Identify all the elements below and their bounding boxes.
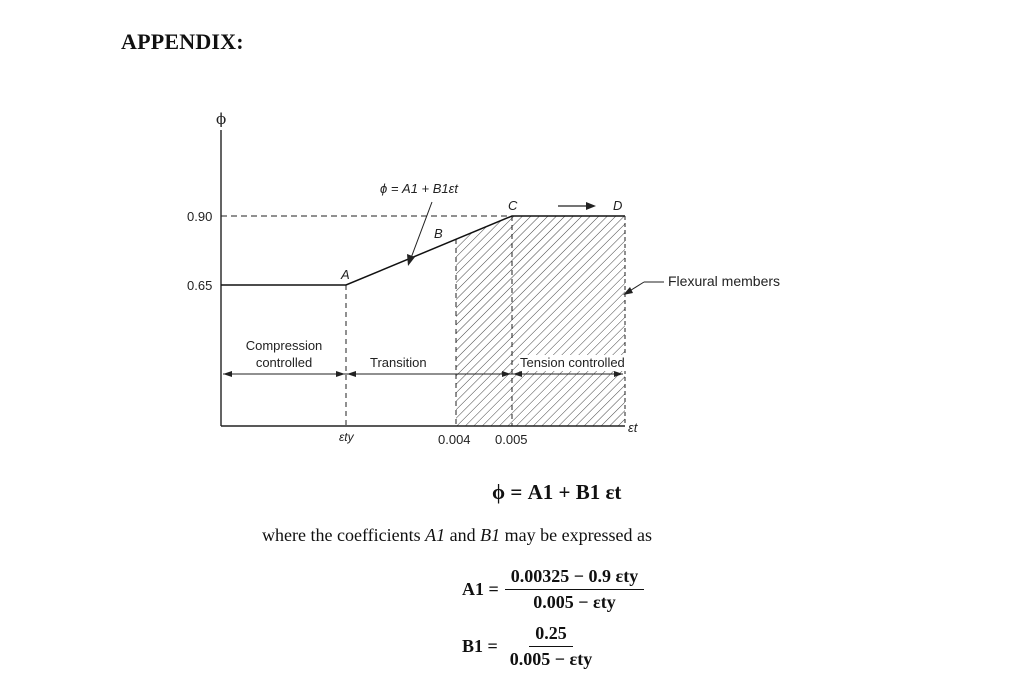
where-suffix: may be expressed as (500, 525, 653, 545)
flexural-members-label: Flexural members (668, 273, 781, 289)
a1-lhs: A1 = (462, 579, 499, 599)
point-d-label: D (613, 198, 623, 213)
b1-fraction (504, 623, 598, 670)
a1-equation (462, 566, 644, 613)
coefficients-sentence (262, 525, 652, 546)
where-b1: B1 (480, 525, 501, 545)
region-compression-line1: Compression (245, 338, 323, 353)
where-and: and (445, 525, 481, 545)
formula-pointer-head (407, 254, 415, 266)
a1-denominator: 0.005 − εty (533, 592, 616, 612)
hatched-region (456, 216, 625, 426)
arrowhead-ety-right (347, 371, 356, 377)
x-tick-0004: 0.004 (438, 432, 471, 447)
region-tension-label: Tension controlled (520, 355, 625, 370)
region-compression-line2: controlled (255, 355, 313, 370)
main-equation (492, 480, 621, 505)
b1-denominator: 0.005 − εty (509, 649, 593, 669)
a1-fraction (505, 566, 644, 613)
where-prefix: where the coefficients (262, 525, 426, 545)
point-b-label: B (434, 226, 443, 241)
x-tick-0005: 0.005 (495, 432, 528, 447)
arrow-c-to-d-head (586, 202, 596, 210)
b1-equation (462, 623, 598, 670)
region-transition-label: Transition (370, 355, 427, 370)
arrowhead-ety-left (336, 371, 345, 377)
y-axis-symbol: ϕ (216, 110, 227, 128)
where-a1: A1 (425, 525, 446, 545)
main-equation-text: ϕ = A1 + B1 εt (492, 480, 622, 504)
arrowhead-left (223, 371, 232, 377)
point-a-label: A (341, 267, 350, 282)
y-tick-090: 0.90 (187, 209, 213, 224)
x-axis-symbol: εt (628, 420, 638, 435)
b1-lhs: B1 = (462, 636, 498, 656)
curve-formula-label: ϕ = A1 + B1εt (380, 181, 458, 196)
y-tick-065: 0.65 (187, 278, 213, 293)
b1-numerator: 0.25 (529, 623, 573, 647)
point-c-label: C (508, 198, 518, 213)
formula-pointer-line (411, 202, 432, 258)
appendix-heading: APPENDIX: (121, 29, 244, 54)
a1-numerator: 0.00325 − 0.9 εty (505, 566, 644, 590)
x-tick-ety: εty (339, 430, 354, 444)
